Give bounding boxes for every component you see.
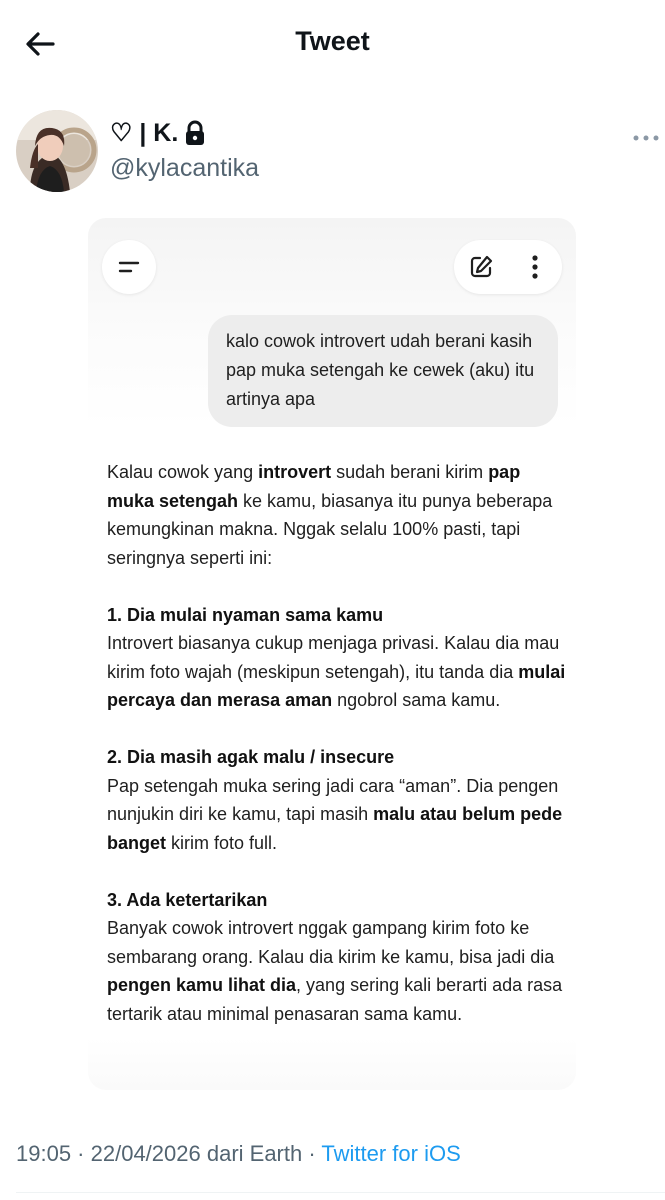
meta-separator: · xyxy=(302,1141,322,1166)
lock-icon xyxy=(184,120,206,146)
meta-separator: · xyxy=(71,1141,91,1166)
display-name-text: ♡ | K. xyxy=(110,119,179,147)
page-title: Tweet xyxy=(295,26,370,56)
answer-heading-3: 3. Ada ketertarikan xyxy=(107,889,268,910)
edit-icon xyxy=(468,254,494,280)
more-vertical-icon xyxy=(532,255,538,279)
tweet-metadata xyxy=(16,1141,461,1167)
user-handle[interactable]: @kylacantika xyxy=(110,154,260,182)
chat-options-button[interactable] xyxy=(520,252,550,282)
tweet-date: 22/04/2026 dari Earth xyxy=(90,1141,303,1166)
user-message-bubble: kalo cowok introvert udah berani kasih pap muka setengah ke cewek (aku) itu artinya apa xyxy=(208,315,558,427)
tweet-time: 19:05 xyxy=(16,1141,72,1166)
menu-icon xyxy=(117,259,141,275)
new-chat-button[interactable] xyxy=(466,252,496,282)
answer-body-2: Pap setengah muka sering jadi cara “aman”. Dia pengen nunjukin diri ke kamu, tapi masih malu atau belum pede banget kirim foto full. xyxy=(107,775,563,853)
answer-intro: Kalau cowok yang introvert sudah berani kirim pap muka setengah ke kamu, biasanya itu punya beberapa kemungkinan makna. Nggak selalu 100% pasti, tapi seringnya seperti ini: xyxy=(107,462,553,568)
answer-body-3: Banyak cowok introvert nggak gampang kirim foto ke sembarang orang. Kalau dia kirim ke kamu, bisa jadi dia pengen kamu lihat dia, yang sering kali berarti ada rasa tertarik atau minimal penasaran sama kamu. xyxy=(107,918,563,1024)
tweet-source-link[interactable]: Twitter for iOS xyxy=(321,1141,461,1166)
answer-heading-2: 2. Dia masih agak malu / insecure xyxy=(107,747,395,767)
more-horizontal-icon xyxy=(633,135,659,141)
assistant-answer xyxy=(107,458,567,1028)
top-bar xyxy=(0,0,665,88)
menu-button[interactable] xyxy=(102,240,156,294)
attached-screenshot[interactable] xyxy=(88,218,576,1090)
actions-pill xyxy=(454,240,562,294)
tweet-author xyxy=(16,108,656,198)
answer-heading-1: 1. Dia mulai nyaman sama kamu xyxy=(107,604,384,625)
avatar[interactable] xyxy=(16,110,98,192)
display-name[interactable] xyxy=(110,118,206,148)
divider xyxy=(16,1192,665,1193)
more-options-button[interactable] xyxy=(626,126,665,150)
answer-body-1: Introvert biasanya cukup menjaga privasi. Kalau dia mau kirim foto wajah (meskipun setengah), itu tanda dia mulai percaya dan merasa aman ngobrol sama kamu. xyxy=(107,633,566,710)
